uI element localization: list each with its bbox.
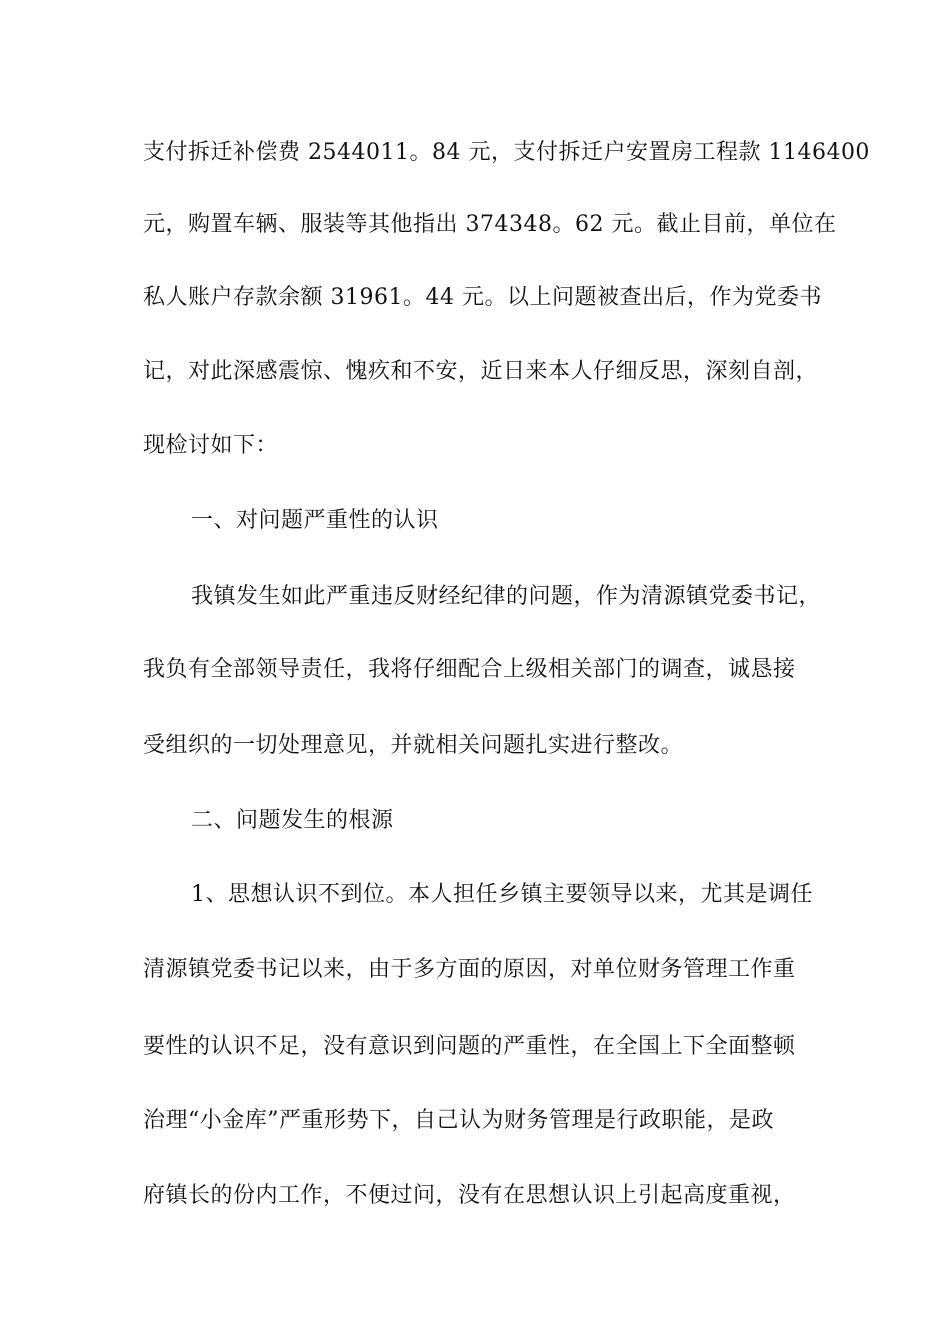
section-heading: 一、对问题严重性的认识 [191, 508, 439, 533]
text-line: 治理“小金库”严重形势下，自己认为财务管理是行政职能，是政 [143, 1108, 774, 1133]
text-line: 1、思想认识不到位。本人担任乡镇主要领导以来，尤其是调任 [191, 882, 813, 907]
text-line: 我负有全部领导责任，我将仔细配合上级相关部门的调查，诚恳接 [143, 657, 796, 682]
text-line: 府镇长的份内工作，不便过问，没有在思想认识上引起高度重视， [143, 1183, 796, 1208]
text-line: 清源镇党委书记以来，由于多方面的原因，对单位财务管理工作重 [143, 957, 796, 982]
text-line: 记，对此深感震惊、愧疚和不安，近日来本人仔细反思，深刻自剖， [143, 359, 819, 384]
text-line: 现检讨如下： [143, 433, 279, 458]
text-line: 受组织的一切处理意见，并就相关问题扎实进行整改。 [143, 733, 684, 758]
text-line: 支付拆迁补偿费 2544011。84 元，支付拆迁户安置房工程款 1146400 [143, 140, 870, 165]
text-line: 我镇发生如此严重违反财经纪律的问题，作为清源镇党委书记， [191, 584, 822, 609]
section-heading: 二、问题发生的根源 [191, 808, 394, 833]
text-line: 私人账户存款余额 31961。44 元。以上问题被查出后，作为党委书 [143, 285, 822, 310]
text-line: 元，购置车辆、服装等其他指出 374348。62 元。截止目前，单位在 [143, 212, 837, 237]
text-line: 要性的认识不足，没有意识到问题的严重性，在全国上下全面整顿 [143, 1034, 796, 1059]
